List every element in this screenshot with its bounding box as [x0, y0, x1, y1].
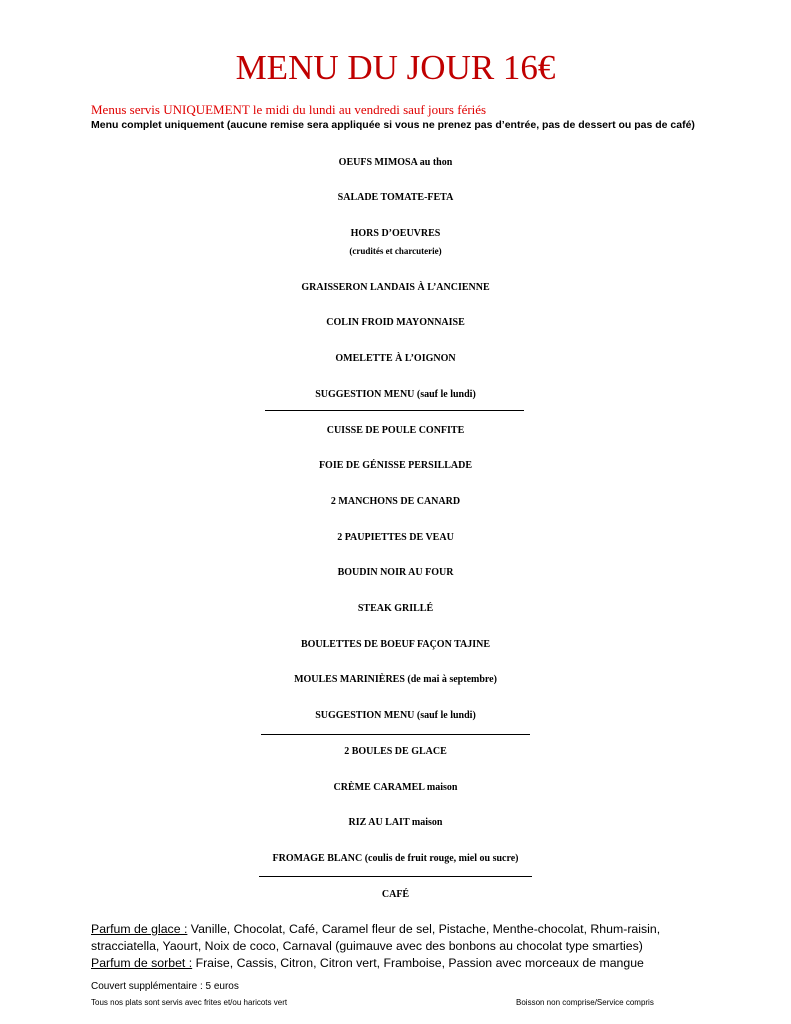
ice-cream-flavors-label: Parfum de glace :	[91, 922, 188, 936]
menu-item-hors-doeuvres: HORS D’OEUVRES	[350, 228, 441, 239]
menu-item-colin: COLIN FROID MAYONNAISE	[326, 317, 465, 328]
menu-item-riz-au-lait: RIZ AU LAIT maison	[348, 817, 443, 828]
menu-item-cafe: CAFÉ	[381, 889, 410, 900]
menu-item-creme-caramel: CRÈME CARAMEL maison	[333, 782, 458, 793]
menu-item-manchons-canard: 2 MANCHONS DE CANARD	[330, 496, 461, 507]
menu-item-boulettes-boeuf: BOULETTES DE BOEUF FAÇON TAJINE	[300, 639, 491, 650]
menu-item-salade-tomate-feta: SALADE TOMATE-FETA	[337, 192, 454, 203]
section-divider-desserts	[259, 876, 532, 877]
menu-item-suggestion-plat: SUGGESTION MENU (sauf le lundi)	[315, 710, 476, 721]
menu-item-oeufs-mimosa: OEUFS MIMOSA au thon	[338, 157, 453, 168]
extra-cover-price: Couvert supplémentaire : 5 euros	[91, 981, 239, 992]
menu-title: MENU DU JOUR 16€	[235, 48, 556, 87]
full-menu-notice: Menu complet uniquement (aucune remise sera appliquée si vous ne prenez pas d’entrée, pas de dessert ou pas de café)	[91, 119, 695, 131]
ice-cream-flavors-list: Vanille, Chocolat, Café, Caramel fleur de sel, Pistache, Menthe-chocolat, Rhum-raisin, stracciatella, Yaourt, Noix de coco, Carnaval (guimauve avec des bonbons au chocolat type smarties)	[91, 922, 661, 953]
menu-item-hors-doeuvres-detail: (crudités et charcuterie)	[349, 246, 442, 256]
service-hours-notice: Menus servis UNIQUEMENT le midi du lundi au vendredi sauf jours fériés	[91, 102, 487, 117]
section-divider-entrees	[265, 410, 524, 411]
menu-item-omelette: OMELETTE À L’OIGNON	[335, 353, 456, 364]
menu-item-moules: MOULES MARINIÈRES (de mai à septembre)	[294, 674, 497, 685]
menu-item-cuisse-poule: CUISSE DE POULE CONFITE	[326, 425, 465, 436]
flavors-block	[91, 921, 711, 972]
menu-item-boudin-noir: BOUDIN NOIR AU FOUR	[337, 567, 454, 578]
menu-item-boules-glace: 2 BOULES DE GLACE	[344, 746, 447, 757]
side-dish-note: Tous nos plats sont servis avec frites et/ou haricots vert	[91, 998, 288, 1007]
drinks-service-note: Boisson non comprise/Service compris	[516, 998, 654, 1007]
sorbet-flavors	[91, 955, 711, 972]
menu-item-paupiettes-veau: 2 PAUPIETTES DE VEAU	[337, 532, 454, 543]
sorbet-flavors-list: Fraise, Cassis, Citron, Citron vert, Framboise, Passion avec morceaux de mangue	[192, 956, 644, 970]
menu-item-graisseron: GRAISSERON LANDAIS À L’ANCIENNE	[301, 282, 490, 293]
menu-item-suggestion-entree: SUGGESTION MENU (sauf le lundi)	[315, 389, 476, 400]
section-divider-plats	[261, 734, 530, 735]
ice-cream-flavors	[91, 921, 711, 955]
menu-item-fromage-blanc: FROMAGE BLANC (coulis de fruit rouge, miel ou sucre)	[272, 853, 519, 864]
menu-item-foie-genisse: FOIE DE GÉNISSE PERSILLADE	[318, 460, 473, 471]
sorbet-flavors-label: Parfum de sorbet :	[91, 956, 193, 970]
menu-item-steak-grille: STEAK GRILLÉ	[357, 603, 434, 614]
